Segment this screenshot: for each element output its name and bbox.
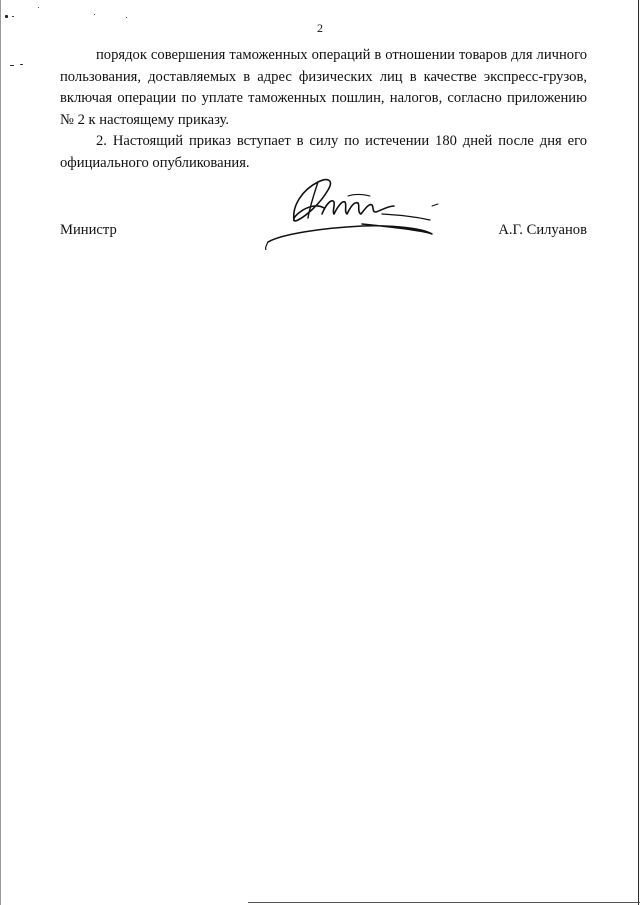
paragraph-continuation: порядок совершения таможенных операций в отношении товаров для личного пользования, доставляемых в адрес физических лиц в качестве экспресс-грузов, включая операции по уплате таможенных пошлин, налогов, согласно приложению № 2 к настоящему приказу. [60,47,587,128]
handwritten-signature [262,168,442,250]
scan-artifact [12,16,14,17]
scan-artifact [20,64,23,65]
scan-right-edge [638,0,639,905]
paragraph-effective-date: 2. Настоящий приказ вступает в силу по истечении 180 дней после дня его официального опубликования. [60,133,587,171]
scan-artifact [126,17,127,18]
document-body [60,45,587,174]
scan-artifact [5,15,8,18]
scan-artifact [38,7,39,8]
scan-left-edge [0,0,1,905]
scan-bottom-edge [248,902,640,903]
signatory-title: Министр [60,222,117,238]
page-number: 2 [317,21,323,35]
scan-artifact [10,65,14,66]
scan-artifact [94,14,95,15]
signatory-name: А.Г. Силуанов [498,222,587,238]
